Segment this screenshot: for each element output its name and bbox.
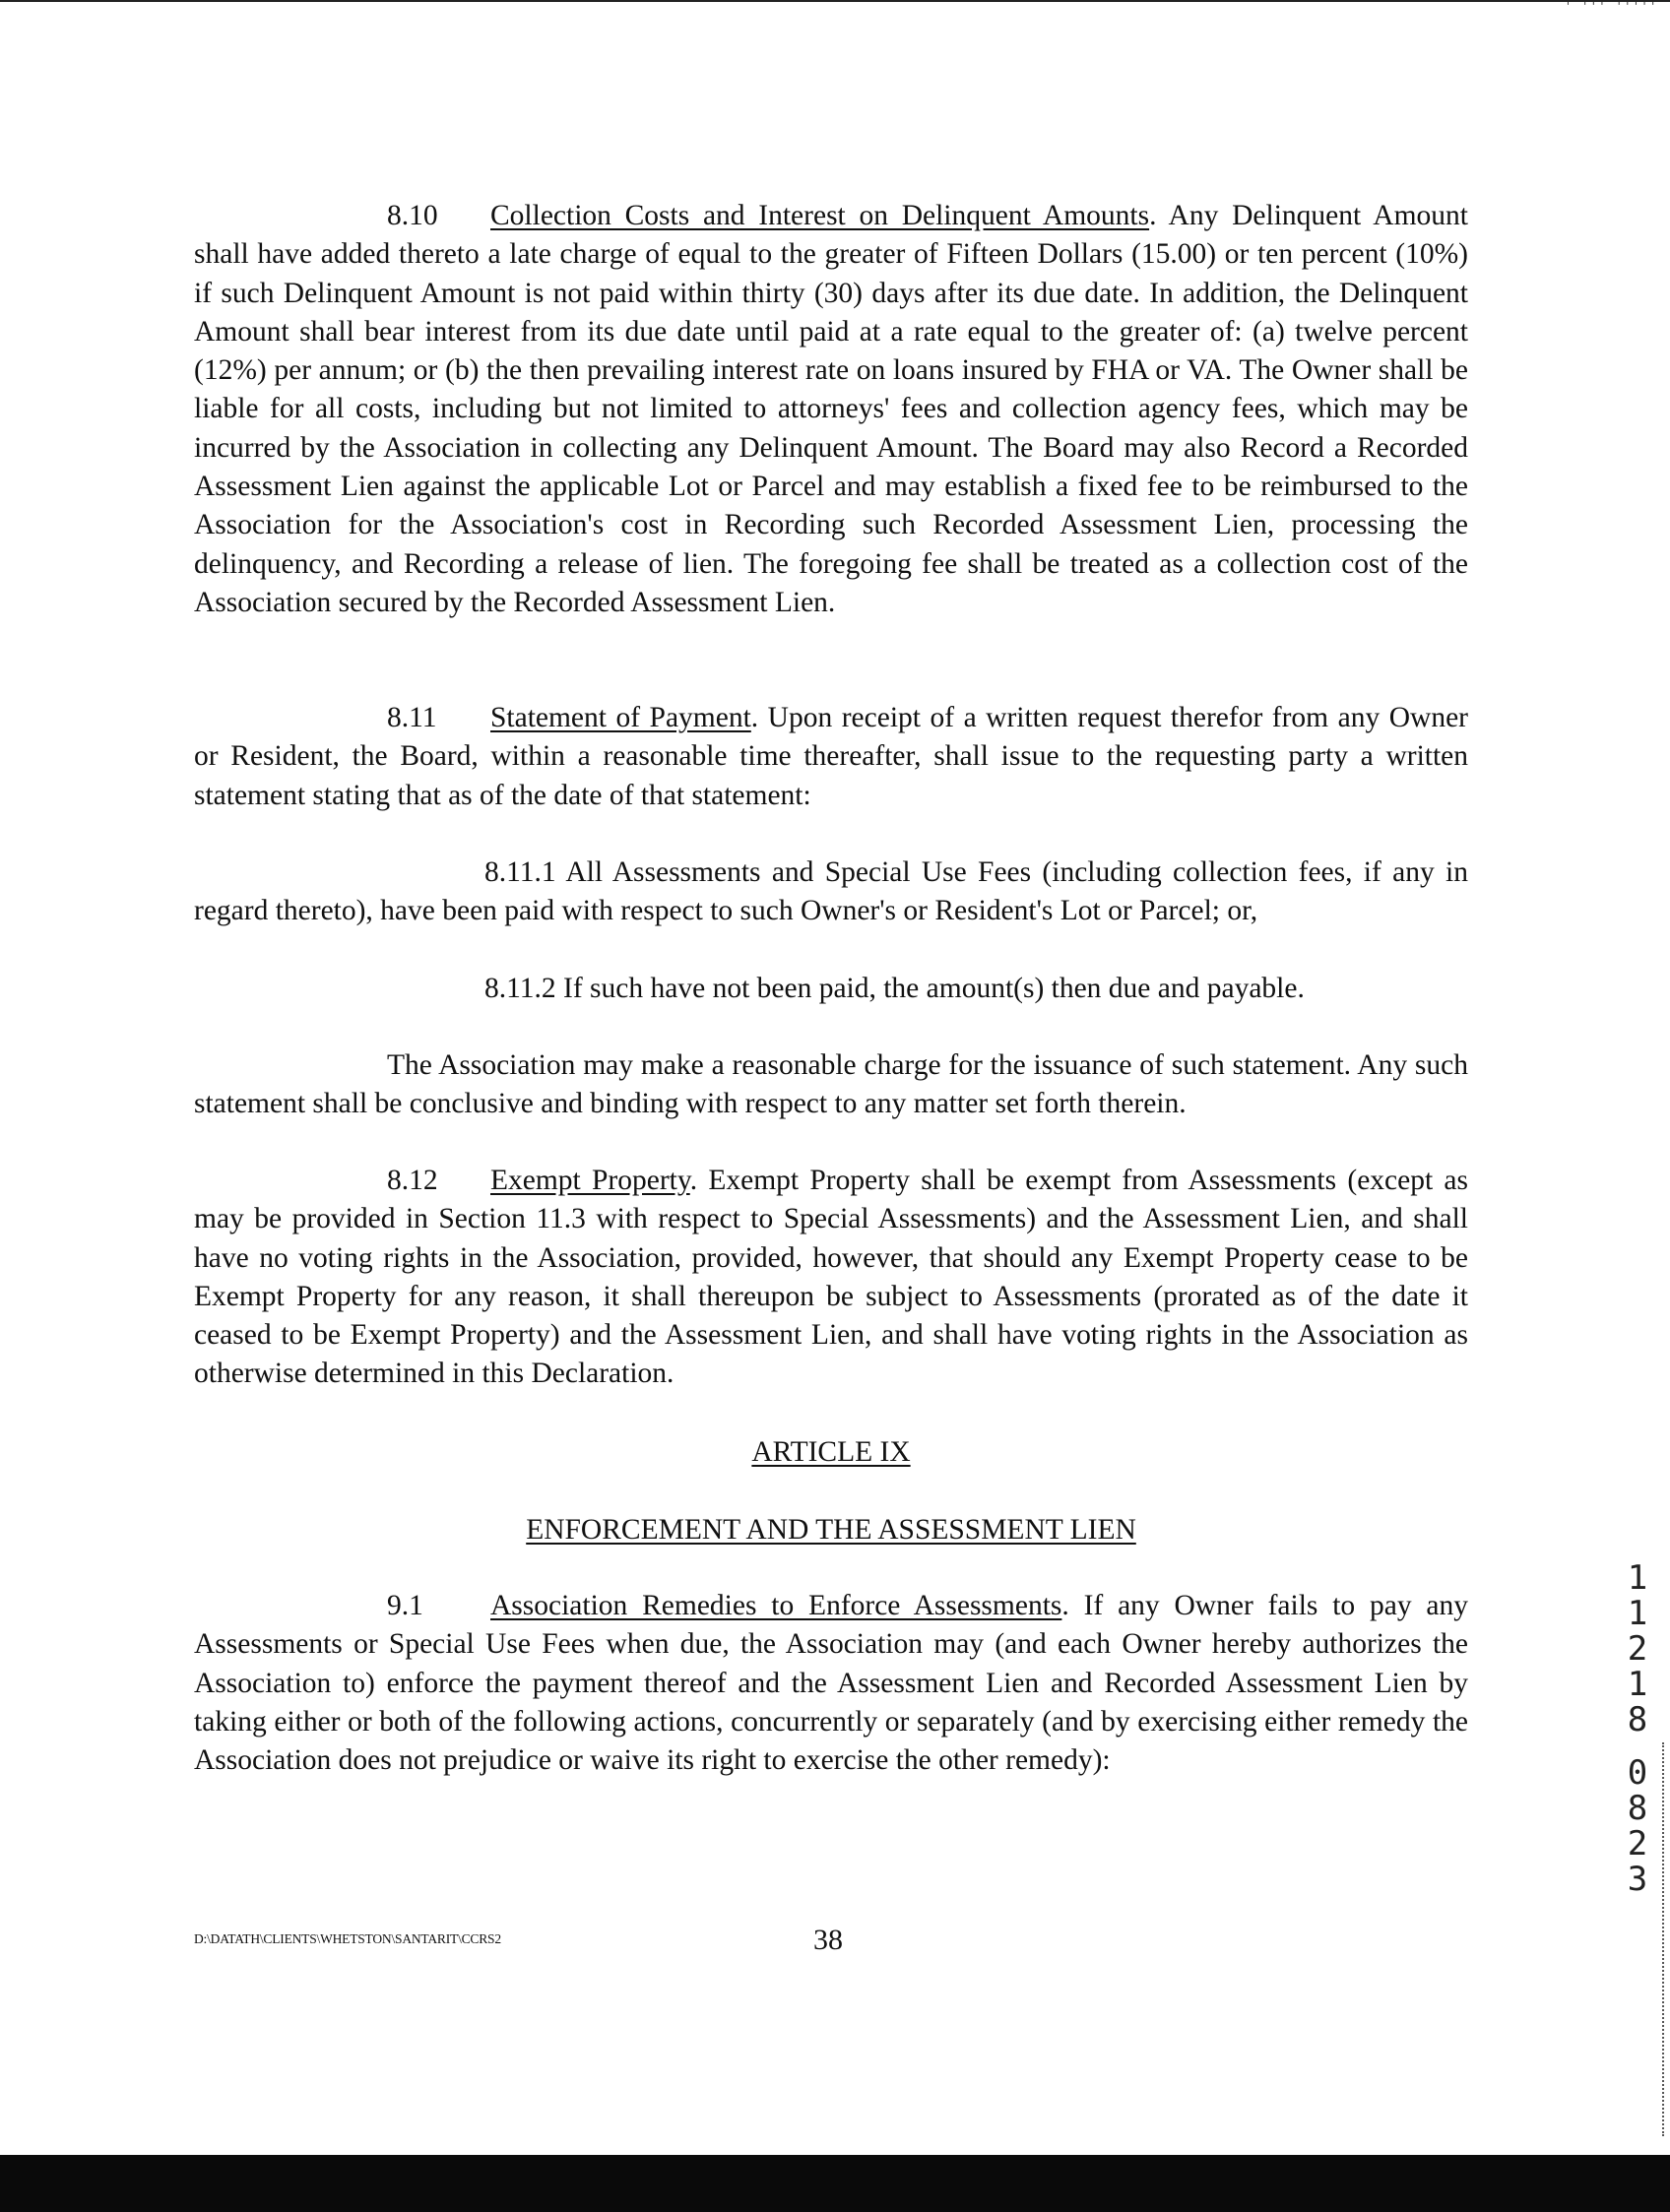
stamp-digit: 8 <box>1627 1700 1648 1739</box>
article-heading: ARTICLE IX <box>751 1436 911 1468</box>
section-number: 9.1 <box>387 1590 423 1621</box>
section-9-1 <box>194 1587 1468 1780</box>
section-8-11 <box>194 699 1468 815</box>
section-title: Collection Costs and Interest on Delinquent Amounts <box>490 200 1150 231</box>
section-title: Association Remedies to Enforce Assessments <box>490 1590 1062 1621</box>
stamp-digit: 8 <box>1627 1789 1648 1828</box>
top-scan-marks: ' ''' ''''' <box>1565 0 1658 13</box>
page-number: 38 <box>813 1924 843 1956</box>
stamp-digit: 1 <box>1627 1558 1648 1598</box>
paragraph-body: The Association may make a reasonable charge for the issuance of such statement. Any such statement shall be conclusive and binding with respect to any matter set forth therein. <box>194 1049 1468 1120</box>
stamp-digit: 1 <box>1627 1594 1648 1633</box>
association-charge-paragraph <box>194 1046 1468 1124</box>
section-title: Exempt Property <box>490 1165 690 1196</box>
footer-file-path: D:\DATATH\CLIENTS\WHETSTON\SANTARIT\CCRS2 <box>194 1931 501 1946</box>
top-scan-edge <box>0 0 1670 2</box>
section-number: 8.11.2 <box>484 973 556 1004</box>
stamp-digit: 0 <box>1627 1753 1648 1793</box>
section-body: If such have not been paid, the amount(s) then due and payable. <box>563 973 1305 1004</box>
section-number: 8.11.1 <box>484 856 556 888</box>
section-number: 8.10 <box>387 200 438 231</box>
article-subheading: ENFORCEMENT AND THE ASSESSMENT LIEN <box>526 1514 1136 1546</box>
section-body: . Any Delinquent Amount shall have added thereto a late charge of equal to the greater of Fifteen Dollars (15.00) or ten percent (10%) if such Delinquent Amount is not paid within thirty (30) days after its due date. In addition, the Delinquent Amount shall bear interest from its due date until paid at a rate equal to the greater of: (a) twelve percent (12%) per annum; or (b) the then prevailing interest rate on loans insured by FHA or VA. The Owner shall be liable for all costs, including but not limited to attorneys' fees and collection agency fees, which may be incurred by the Association in collecting any Delinquent Amount. The Board may also Record a Recorded Assessment Lien against the applicable Lot or Parcel and may establish a fixed fee to be reimbursed to the Association for the Association's cost in Recording such Recorded Assessment Lien, processing the delinquency, and Recording a release of lien. The foregoing fee shall be treated as a collection cost of the Association secured by the Recorded Assessment Lien. <box>194 200 1468 618</box>
section-8-11-1 <box>194 853 1468 931</box>
section-8-12 <box>194 1162 1468 1394</box>
section-number: 8.11 <box>387 702 437 733</box>
section-8-10 <box>194 197 1468 622</box>
scan-edge-dots <box>1660 1742 1664 2136</box>
section-body: . Upon receipt of a written request therefor from any Owner or Resident, the Board, within a reasonable time thereafter, shall issue to the requesting party a written statement stating that as of the date of that statement: <box>194 702 1469 811</box>
scan-bottom-border <box>0 2155 1670 2212</box>
section-title: Statement of Payment <box>490 702 751 733</box>
section-body: . If any Owner fails to pay any Assessments or Special Use Fees when due, the Association may (and each Owner hereby authorizes the Association to) enforce the payment thereof and the Assessment Lien and Recorded Assessment Lien by taking either or both of the following actions, concurrently or separately (and by exercising either remedy the Association does not prejudice or waive its right to exercise the other remedy): <box>194 1590 1468 1777</box>
recording-stamp-number <box>1618 1560 1657 1897</box>
section-body: All Assessments and Special Use Fees (including collection fees, if any in regard thereto), have been paid with respect to such Owner's or Resident's Lot or Parcel; or, <box>194 856 1468 927</box>
section-number: 8.12 <box>387 1165 438 1196</box>
stamp-digit: 3 <box>1627 1860 1648 1899</box>
stamp-digit: 2 <box>1627 1629 1648 1669</box>
section-8-11-2 <box>194 970 1468 1008</box>
section-body: . Exempt Property shall be exempt from Assessments (except as may be provided in Section 11.3 with respect to Special Assessments) and the Assessment Lien, and shall have no voting rights in the Association, provided, however, that should any Exempt Property cease to be Exempt Property for any reason, it shall thereupon be subject to Assessments (prorated as of the date it ceased to be Exempt Property) and the Assessment Lien, and shall have voting rights in the Association as otherwise determined in this Declaration. <box>194 1165 1468 1390</box>
stamp-digit: 1 <box>1627 1665 1648 1704</box>
stamp-digit: 2 <box>1627 1824 1648 1864</box>
